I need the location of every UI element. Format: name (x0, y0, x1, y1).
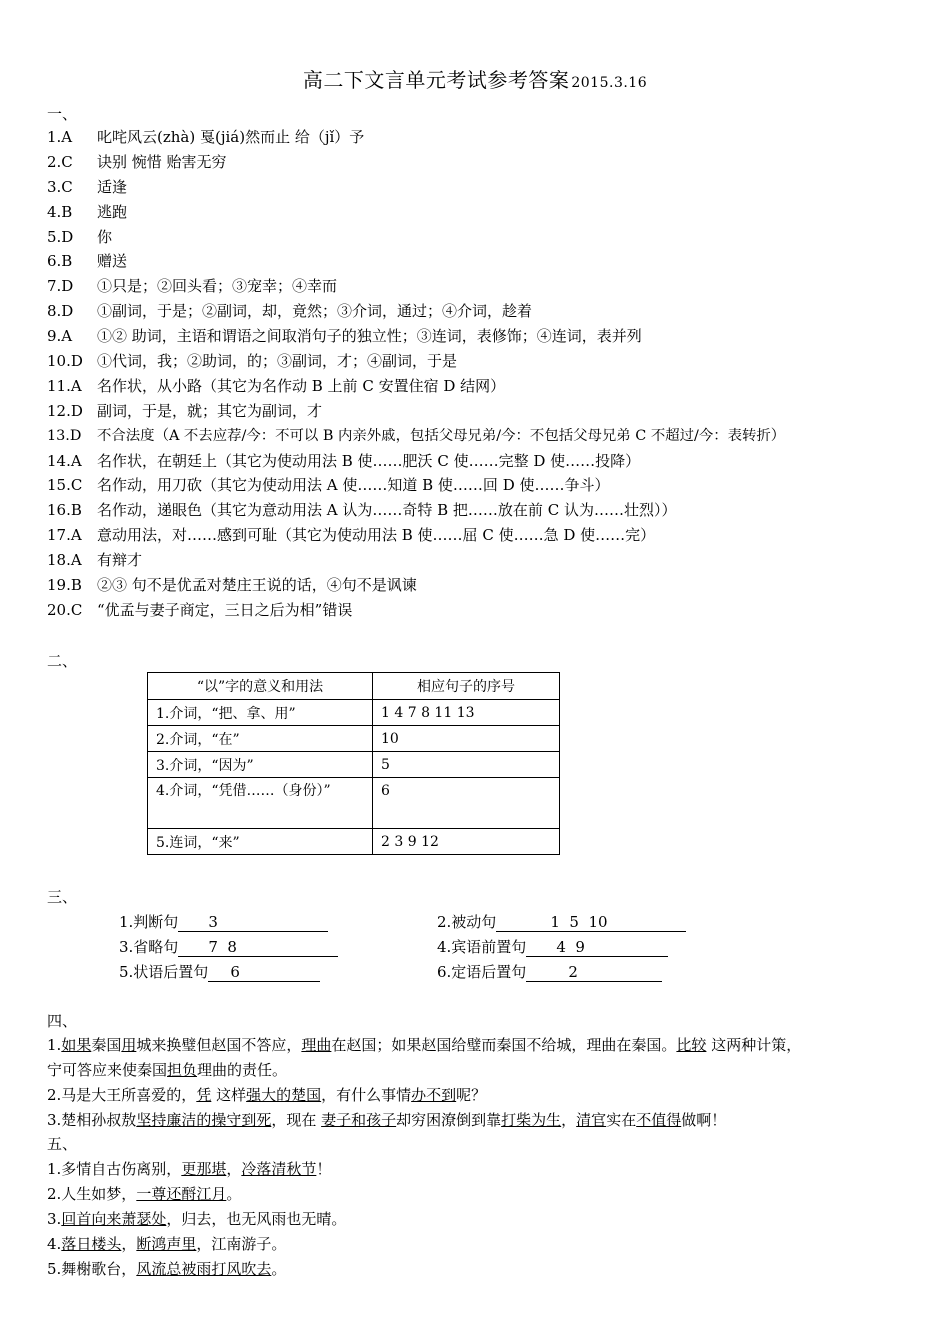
key-word: 不值得 (636, 1111, 682, 1129)
fill-label: 2.被动句 (437, 913, 497, 931)
item-number: 14.A (47, 451, 82, 470)
fill-item (437, 936, 668, 957)
item-answer: 名作动，递眼色（其它为意动用法 A 认为……奇特 B 把……放在前 C 认为……壮烈）） (97, 501, 677, 520)
key-phrase: 回首向来萧瑟处 (61, 1210, 167, 1228)
section3-heading: 三、 (47, 888, 78, 906)
text-run: 。 (226, 1185, 242, 1203)
item-answer: 适逢 (97, 177, 128, 196)
text-run: ， (121, 1235, 137, 1253)
item-number: 4.B (47, 202, 73, 221)
fill-item (119, 936, 338, 957)
list-item (47, 249, 785, 274)
item-number: 5.D (47, 227, 74, 246)
item-number: 11.A (47, 376, 82, 395)
text-run: ，归去，也无风雨也无晴。 (166, 1210, 347, 1228)
list-item (47, 225, 785, 250)
item-answer: ②③ 句不是优孟对楚庄王说的话，④句不是讽谏 (97, 576, 417, 595)
key-word: 如果 (61, 1036, 92, 1054)
key-word: 凭 (196, 1086, 212, 1104)
item-number: 8.D (47, 302, 74, 321)
table-cell: 1 4 7 8 11 13 (373, 700, 560, 726)
poem-line (47, 1207, 907, 1232)
list-item (47, 200, 785, 225)
text-run: ，有什么事情 (321, 1086, 412, 1104)
list-item (47, 498, 785, 523)
text-run: 实在 (606, 1111, 637, 1129)
item-number: 1.A (47, 128, 73, 146)
list-item (47, 324, 785, 349)
list-item (47, 573, 785, 598)
key-word: 妻子和孩子 (321, 1111, 397, 1129)
item-answer: ①② 助词，主语和谓语之间取消句子的独立性；③连词，表修饰；④连词，表并列 (97, 327, 642, 346)
item-number: 2.C (47, 152, 73, 171)
list-item (47, 548, 785, 573)
text-run: 理曲的责任。 (197, 1061, 288, 1079)
fill-item (437, 961, 662, 982)
text-run: 2.人生如梦， (47, 1185, 137, 1203)
item-answer: 名作状，在朝廷上（其它为使动用法 B 使……肥沃 C 使……完整 D 使……投降） (97, 451, 641, 470)
table-cell: 3.介词，“因为” (148, 752, 373, 778)
text-run: 1.多情自古伤离别， (47, 1160, 182, 1178)
section5-heading: 五、 (47, 1135, 78, 1153)
title-date: 2015.3.16 (571, 75, 648, 91)
key-word: 清官 (576, 1111, 607, 1129)
table-cell: 5 (373, 752, 560, 778)
key-phrase: 冷落清秋节 (241, 1160, 317, 1178)
item-number: 3.C (47, 177, 73, 196)
item-answer: “优孟与妻子商定，三日之后为相”错误 (97, 600, 353, 619)
fill-label: 4.宾语前置句 (437, 938, 527, 956)
table-row (148, 829, 560, 855)
item-number: 19.B (47, 576, 82, 595)
fill-answer: 7 8 (208, 938, 237, 956)
list-item (47, 399, 785, 424)
item-answer: ①只是；②回头看；③宠幸；④幸而 (97, 277, 338, 296)
translation-3 (47, 1108, 907, 1133)
item-answer: 赠送 (97, 252, 128, 271)
list-item (47, 125, 785, 150)
key-phrase: 断鸿声里 (136, 1235, 197, 1253)
text-run: ，现在 (271, 1111, 322, 1129)
fill-answer: 2 (568, 963, 578, 981)
text-run: 1. (47, 1036, 62, 1054)
item-number: 10.D (47, 352, 83, 371)
item-number: 9.A (47, 327, 73, 346)
section2-heading: 二、 (47, 652, 78, 670)
fill-answer: 3 (208, 913, 218, 931)
key-phrase: 更那堪 (181, 1160, 227, 1178)
item-answer: 诀别 惋惜 贻害无穷 (97, 152, 227, 171)
item-number: 18.A (47, 551, 82, 570)
poem-line (47, 1157, 907, 1182)
text-run: 这两种计策， (706, 1036, 802, 1054)
poem-line (47, 1182, 907, 1207)
item-answer: ①代词，我；②助词，的；③副词，才；④副词，于是 (97, 352, 458, 371)
fill-label: 3.省略句 (119, 938, 179, 956)
key-word: 打柴为生 (501, 1111, 562, 1129)
item-number: 16.B (47, 501, 82, 520)
text-run: 3. (47, 1210, 62, 1228)
list-item (47, 424, 785, 449)
table-cell: 2.介词，“在” (148, 726, 373, 752)
text-run: 城来换璧但赵国不答应， (136, 1036, 302, 1054)
key-word: 担负 (167, 1061, 198, 1079)
table-header-row (148, 673, 560, 700)
poem-line (47, 1257, 907, 1282)
text-run: 秦国 (91, 1036, 122, 1054)
item-answer: 你 (97, 227, 113, 246)
text-run: 2.马是大王所喜爱的， (47, 1086, 197, 1104)
page-title (0, 64, 950, 93)
column-header: “以”字的意义和用法 (148, 673, 373, 700)
fill-blank (178, 938, 338, 957)
key-word: 强大的楚国 (246, 1086, 322, 1104)
item-number: 13.D (47, 427, 82, 444)
table-cell: 2 3 9 12 (373, 829, 560, 855)
item-answer: 名作动，用刀砍（其它为使动用法 A 使……知道 B 使……回 D 使……争斗） (97, 476, 610, 495)
item-answer: 意动用法，对……感到可耻（其它为使动用法 B 使……屈 C 使……急 D 使……完） (97, 526, 656, 545)
list-item (47, 349, 785, 374)
item-number: 20.C (47, 600, 83, 619)
item-answer: 逃跑 (97, 202, 128, 221)
text-run: ，江南游子。 (196, 1235, 287, 1253)
text-run: 宁可答应来使秦国 (47, 1061, 168, 1079)
fill-blank (496, 913, 686, 932)
text-run: 3.楚相孙叔敖 (47, 1111, 137, 1129)
text-run: 呢？ (456, 1086, 487, 1104)
fill-label: 6.定语后置句 (437, 963, 527, 981)
text-run: 在赵国；如果赵国给璧而秦国不给城，理曲在秦国。 (331, 1036, 677, 1054)
fill-item (119, 911, 328, 932)
item-answer: 叱咤风云(zhà) 戛(jiá)然而止 给（jǐ）予 (97, 128, 365, 146)
table-cell: 1.介词，“把、拿、用” (148, 700, 373, 726)
item-number: 12.D (47, 401, 83, 420)
fill-blank (208, 963, 320, 982)
text-run: 。 (271, 1260, 287, 1278)
text-run: 做啊！ (681, 1111, 727, 1129)
list-item (47, 150, 785, 175)
list-item (47, 175, 785, 200)
translation-2 (47, 1083, 907, 1108)
key-word: 用 (121, 1036, 137, 1054)
item-number: 17.A (47, 526, 82, 545)
section1-heading: 一、 (47, 105, 78, 123)
poem-line (47, 1232, 907, 1257)
column-header: 相应句子的序号 (373, 673, 560, 700)
text-run: 4. (47, 1235, 62, 1253)
text-run: ， (226, 1160, 242, 1178)
title-text: 高二下文言单元考试参考答案 (302, 68, 570, 92)
section4-heading: 四、 (47, 1012, 78, 1030)
item-answer: 有辩才 (97, 551, 143, 570)
list-item (47, 473, 785, 498)
item-number: 6.B (47, 252, 73, 271)
item-number: 15.C (47, 476, 83, 495)
table-cell: 6 (373, 778, 560, 829)
table-row (148, 726, 560, 752)
item-answer: 名作状，从小路（其它为名作动 B 上前 C 安置住宿 D 结网） (97, 376, 506, 395)
list-item (47, 449, 785, 474)
key-phrase: 风流总被雨打风吹去 (136, 1260, 272, 1278)
item-number: 7.D (47, 277, 74, 296)
fill-label: 1.判断句 (119, 913, 179, 931)
fill-answer: 1 5 10 (550, 913, 608, 931)
fill-item (119, 961, 320, 982)
key-word: 理曲 (301, 1036, 332, 1054)
key-word: 比较 (676, 1036, 707, 1054)
key-word: 办不到 (411, 1086, 457, 1104)
list-item (47, 299, 785, 324)
table-cell: 5.连词，“来” (148, 829, 373, 855)
text-run: ， (561, 1111, 577, 1129)
key-word: 坚持廉洁的操守到死 (136, 1111, 272, 1129)
item-answer: ①副词，于是；②副词，却，竟然；③介词，通过；④介词，趁着 (97, 302, 533, 321)
text-run: 这样 (211, 1086, 247, 1104)
yi-usage-table (147, 672, 560, 855)
fill-label: 5.状语后置句 (119, 963, 209, 981)
text-run: ！ (316, 1160, 332, 1178)
list-item (47, 374, 785, 399)
table-row (148, 752, 560, 778)
translation-1 (47, 1033, 907, 1083)
key-phrase: 一尊还酹江月 (136, 1185, 227, 1203)
table-cell: 10 (373, 726, 560, 752)
fill-blank (526, 963, 662, 982)
table-row (148, 778, 560, 829)
fill-blank (526, 938, 668, 957)
key-phrase: 落日楼头 (61, 1235, 122, 1253)
list-item (47, 274, 785, 299)
fill-item (437, 911, 686, 932)
item-answer: 副词，于是，就；其它为副词，才 (97, 401, 323, 420)
text-run: 5.舞榭歌台， (47, 1260, 137, 1278)
fill-answer: 6 (230, 963, 240, 981)
text-run: 却穷困潦倒到靠 (396, 1111, 502, 1129)
table-row (148, 700, 560, 726)
item-answer: 不合法度（A 不去应荐/今：不可以 B 内亲外戚，包括父母兄弟/今：不包括父母兄弟 C 不超过/今：表转折） (97, 427, 786, 444)
table-cell: 4.介词，“凭借……（身份）” (148, 778, 373, 829)
fill-answer: 4 9 (556, 938, 585, 956)
list-item (47, 523, 785, 548)
list-item (47, 598, 785, 623)
section1-list (47, 125, 785, 623)
fill-blank (178, 913, 328, 932)
